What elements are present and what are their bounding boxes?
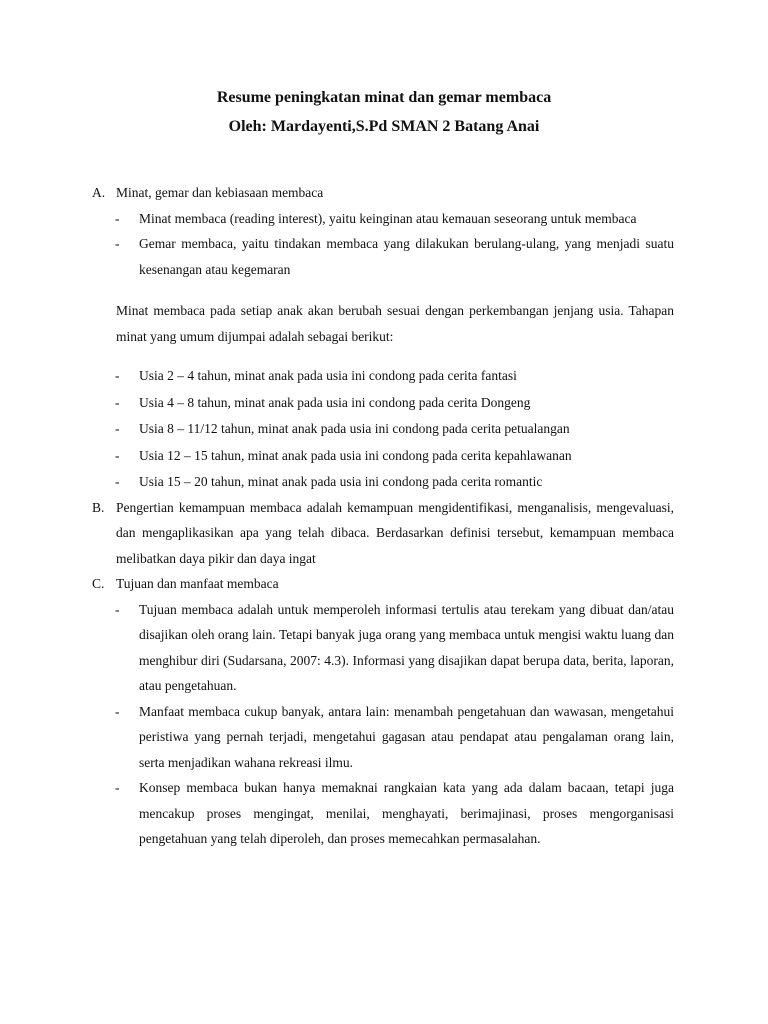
list-item-text: Minat membaca (reading interest), yaitu keinginan atau kemauan seseorang untuk membaca bbox=[139, 210, 637, 226]
bullet-dash: - bbox=[115, 703, 120, 719]
bullet-dash: - bbox=[115, 210, 120, 226]
age-stage-list bbox=[0, 363, 768, 495]
list-item bbox=[0, 775, 768, 852]
list-item-text: Tujuan membaca adalah untuk memperoleh informasi tertulis atau terekam yang dibuat dan/atau disajikan oleh orang lain. Tetapi banyak juga orang yang membaca untuk mengisi waktu luang dan menghibur diri (Sudarsana, 2007: 4.3). Informasi yang disajikan dapat berupa data, berita, laporan, atau pengetahuan. bbox=[139, 601, 674, 693]
list-item bbox=[0, 206, 768, 232]
bullet-dash: - bbox=[115, 368, 120, 383]
list-item-text: Usia 4 – 8 tahun, minat anak pada usia ini condong pada cerita Dongeng bbox=[139, 394, 531, 410]
list-item-text: Usia 2 – 4 tahun, minat anak pada usia ini condong pada cerita fantasi bbox=[139, 368, 517, 383]
list-item bbox=[0, 469, 768, 495]
list-item-text: Gemar membaca, yaitu tindakan membaca yang dilakukan berulang-ulang, yang menjadi suatu kesenangan atau kegemaran bbox=[139, 236, 674, 277]
bullet-dash: - bbox=[115, 601, 120, 617]
list-item bbox=[0, 390, 768, 416]
section-letter: B. bbox=[92, 499, 105, 515]
section-b-text: Pengertian kemampuan membaca adalah kemampuan mengidentifikasi, menganalisis, mengevaluasi, dan mengaplikasikan apa yang telah dibaca. Berdasarkan definisi tersebut, kemampuan membaca melibatkan daya pikir dan daya ingat bbox=[116, 499, 674, 566]
section-a-heading bbox=[0, 180, 768, 206]
list-item-text: Manfaat membaca cukup banyak, antara lain: menambah pengetahuan dan wawasan, mengetahui peristiwa yang pernah terjadi, mengetahui gagasan atau pendapat atau pengalaman orang lain, serta menjadikan wahana rekreasi ilmu. bbox=[139, 703, 674, 770]
section-heading-text: Minat, gemar dan kebiasaan membaca bbox=[116, 185, 324, 200]
list-item bbox=[0, 443, 768, 469]
bullet-dash: - bbox=[115, 474, 120, 489]
section-a-paragraph: Minat membaca pada setiap anak akan berubah sesuai dengan perkembangan jenjang usia. Tahapan minat yang umum dijumpai adalah sebagai berikut: bbox=[116, 303, 674, 344]
section-letter: C. bbox=[92, 576, 105, 591]
list-item bbox=[0, 699, 768, 776]
bullet-dash: - bbox=[115, 421, 120, 436]
list-item-text: Usia 12 – 15 tahun, minat anak pada usia ini condong pada cerita kepahlawanan bbox=[139, 447, 572, 463]
section-heading-text: Tujuan dan manfaat membaca bbox=[116, 576, 279, 591]
section-b bbox=[0, 495, 768, 572]
section-c-heading bbox=[0, 571, 768, 597]
list-item bbox=[0, 597, 768, 699]
list-item-text: Usia 8 – 11/12 tahun, minat anak pada usia ini condong pada cerita petualangan bbox=[139, 421, 570, 436]
list-item bbox=[0, 416, 768, 442]
list-item-text: Konsep membaca bukan hanya memaknai rangkaian kata yang ada dalam bacaan, tetapi juga mencakup proses mengingat, menilai, menghayati, berimajinasi, proses mengorganisasi pengetahuan yang telah diperoleh, dan proses memecahkan permasalahan. bbox=[139, 780, 674, 846]
document-title: Resume peningkatan minat dan gemar membaca bbox=[216, 89, 552, 106]
list-item bbox=[0, 231, 768, 282]
bullet-dash: - bbox=[115, 394, 120, 410]
bullet-dash: - bbox=[115, 780, 120, 795]
list-item bbox=[0, 363, 768, 389]
bullet-dash: - bbox=[115, 236, 120, 251]
list-item-text: Usia 15 – 20 tahun, minat anak pada usia ini condong pada cerita romantic bbox=[139, 474, 543, 489]
document-body bbox=[0, 180, 768, 852]
bullet-dash: - bbox=[115, 447, 120, 463]
section-letter: A. bbox=[92, 185, 106, 200]
author-line: Oleh: Mardayenti,S.Pd SMAN 2 Batang Anai bbox=[228, 118, 540, 135]
